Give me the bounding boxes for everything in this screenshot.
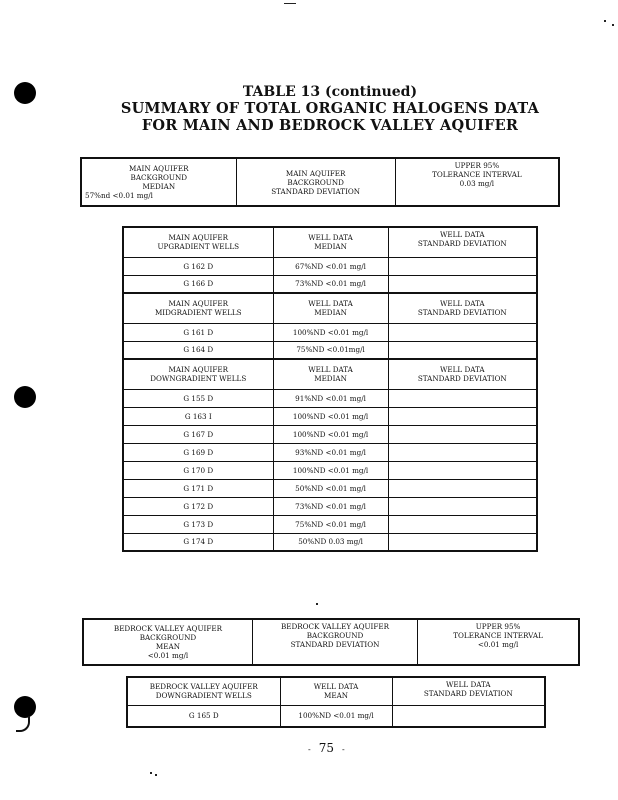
well-id: G 164 D <box>123 341 273 359</box>
main-background-sd-cell: MAIN AQUIFER BACKGROUND STANDARD DEVIATION <box>236 158 395 206</box>
table-row <box>123 533 537 551</box>
page-number: - 75 - <box>308 741 345 755</box>
well-median: 67%ND <0.01 mg/l <box>273 257 388 275</box>
midgradient-sd-header: WELL DATA STANDARD DEVIATION <box>388 293 537 323</box>
well-sd <box>388 407 537 425</box>
page-number-dash-right: - <box>341 745 345 754</box>
table-title-line2: FOR MAIN AND BEDROCK VALLEY AQUIFER <box>141 117 519 134</box>
main-aquifer-background-table <box>80 157 560 207</box>
upgradient-median-header: WELL DATA MEDIAN <box>273 227 388 257</box>
well-id: G 162 D <box>123 257 273 275</box>
bedrock-background-mean-cell: BEDROCK VALLEY AQUIFER BACKGROUND MEAN <0.01 mg/l <box>83 619 252 665</box>
well-sd <box>388 515 537 533</box>
well-id: G 161 D <box>123 323 273 341</box>
well-mean: 100%ND <0.01 mg/l <box>280 705 392 727</box>
table-row <box>127 705 545 727</box>
well-median: 100%ND <0.01 mg/l <box>273 425 388 443</box>
bedrock-background-sd-cell: BEDROCK VALLEY AQUIFER BACKGROUND STANDARD DEVIATION <box>252 619 417 665</box>
well-median: 91%ND <0.01 mg/l <box>273 389 388 407</box>
upgradient-header: MAIN AQUIFER UPGRADIENT WELLS <box>123 227 273 257</box>
bedrock-sd-header: WELL DATA STANDARD DEVIATION <box>392 677 545 705</box>
well-id: G 173 D <box>123 515 273 533</box>
well-median: 93%ND <0.01 mg/l <box>273 443 388 461</box>
bedrock-mean-header: WELL DATA MEAN <box>280 677 392 705</box>
binder-hole-top <box>14 82 36 104</box>
well-sd <box>388 257 537 275</box>
main-background-median-value: 57%nd <0.01 mg/l <box>85 191 153 200</box>
downgradient-header: MAIN AQUIFER DOWNGRADIENT WELLS <box>123 359 273 389</box>
bedrock-background-mean-value: <0.01 mg/l <box>147 651 189 660</box>
table-row <box>123 257 537 275</box>
table-row <box>123 479 537 497</box>
well-median: 73%ND <0.01 mg/l <box>273 497 388 515</box>
well-sd <box>388 479 537 497</box>
scan-mark-right-2 <box>612 24 614 26</box>
well-sd <box>388 341 537 359</box>
bedrock-background-table <box>82 618 580 666</box>
binder-hole-middle <box>14 386 36 408</box>
table-title-line1: SUMMARY OF TOTAL ORGANIC HALOGENS DATA <box>120 100 540 117</box>
scan-mark-bottom-2 <box>155 774 157 776</box>
main-background-median-cell: MAIN AQUIFER BACKGROUND MEDIAN 57%nd <0.01 mg/l <box>81 158 236 206</box>
well-id: G 172 D <box>123 497 273 515</box>
well-id: G 155 D <box>123 389 273 407</box>
table-row <box>123 407 537 425</box>
well-id: G 174 D <box>123 533 273 551</box>
scan-mark-bottom-left <box>16 716 30 732</box>
midgradient-median-header: WELL DATA MEDIAN <box>273 293 388 323</box>
scan-mark-right-1 <box>604 20 606 22</box>
main-aquifer-wells-table <box>122 226 538 552</box>
well-sd <box>388 497 537 515</box>
table-row <box>123 461 537 479</box>
well-id: G 165 D <box>127 705 280 727</box>
well-sd <box>388 443 537 461</box>
well-id: G 163 I <box>123 407 273 425</box>
bedrock-background-tolerance-value: <0.01 mg/l <box>477 640 519 649</box>
well-median: 100%ND <0.01 mg/l <box>273 407 388 425</box>
table-row <box>123 425 537 443</box>
well-median: 100%ND <0.01 mg/l <box>273 461 388 479</box>
table-row <box>123 497 537 515</box>
midgradient-header: MAIN AQUIFER MIDGRADIENT WELLS <box>123 293 273 323</box>
table-row <box>123 341 537 359</box>
table-number-heading: TABLE 13 (continued) <box>242 84 418 100</box>
upgradient-sd-header: WELL DATA STANDARD DEVIATION <box>388 227 537 257</box>
well-median: 75%ND <0.01 mg/l <box>273 515 388 533</box>
downgradient-sd-header: WELL DATA STANDARD DEVIATION <box>388 359 537 389</box>
well-median: 50%ND 0.03 mg/l <box>273 533 388 551</box>
scan-mark-bottom-1 <box>150 772 152 774</box>
well-id: G 170 D <box>123 461 273 479</box>
table-row <box>123 275 537 293</box>
well-sd <box>392 705 545 727</box>
well-id: G 166 D <box>123 275 273 293</box>
bedrock-downgradient-table <box>126 676 546 728</box>
well-median: 50%ND <0.01 mg/l <box>273 479 388 497</box>
well-id: G 167 D <box>123 425 273 443</box>
well-sd <box>388 323 537 341</box>
table-row <box>123 389 537 407</box>
well-sd <box>388 389 537 407</box>
well-id: G 171 D <box>123 479 273 497</box>
downgradient-median-header: WELL DATA MEDIAN <box>273 359 388 389</box>
binder-hole-bottom <box>14 696 36 718</box>
scan-mark-top <box>284 3 296 4</box>
main-background-tolerance-value: 0.03 mg/l <box>459 179 495 188</box>
well-median: 100%ND <0.01 mg/l <box>273 323 388 341</box>
table-row <box>123 515 537 533</box>
scan-mark-mid <box>316 603 318 605</box>
well-id: G 169 D <box>123 443 273 461</box>
page-number-dash-left: - <box>308 745 311 754</box>
main-background-tolerance-cell: UPPER 95% TOLERANCE INTERVAL 0.03 mg/l <box>395 158 559 206</box>
well-median: 73%ND <0.01 mg/l <box>273 275 388 293</box>
bedrock-background-tolerance-cell: UPPER 95% TOLERANCE INTERVAL <0.01 mg/l <box>418 619 579 665</box>
table-row <box>123 323 537 341</box>
well-sd <box>388 533 537 551</box>
bedrock-downgradient-header: BEDROCK VALLEY AQUIFER DOWNGRADIENT WELLS <box>127 677 280 705</box>
well-median: 75%ND <0.01mg/l <box>273 341 388 359</box>
well-sd <box>388 425 537 443</box>
table-row <box>123 443 537 461</box>
well-sd <box>388 275 537 293</box>
well-sd <box>388 461 537 479</box>
